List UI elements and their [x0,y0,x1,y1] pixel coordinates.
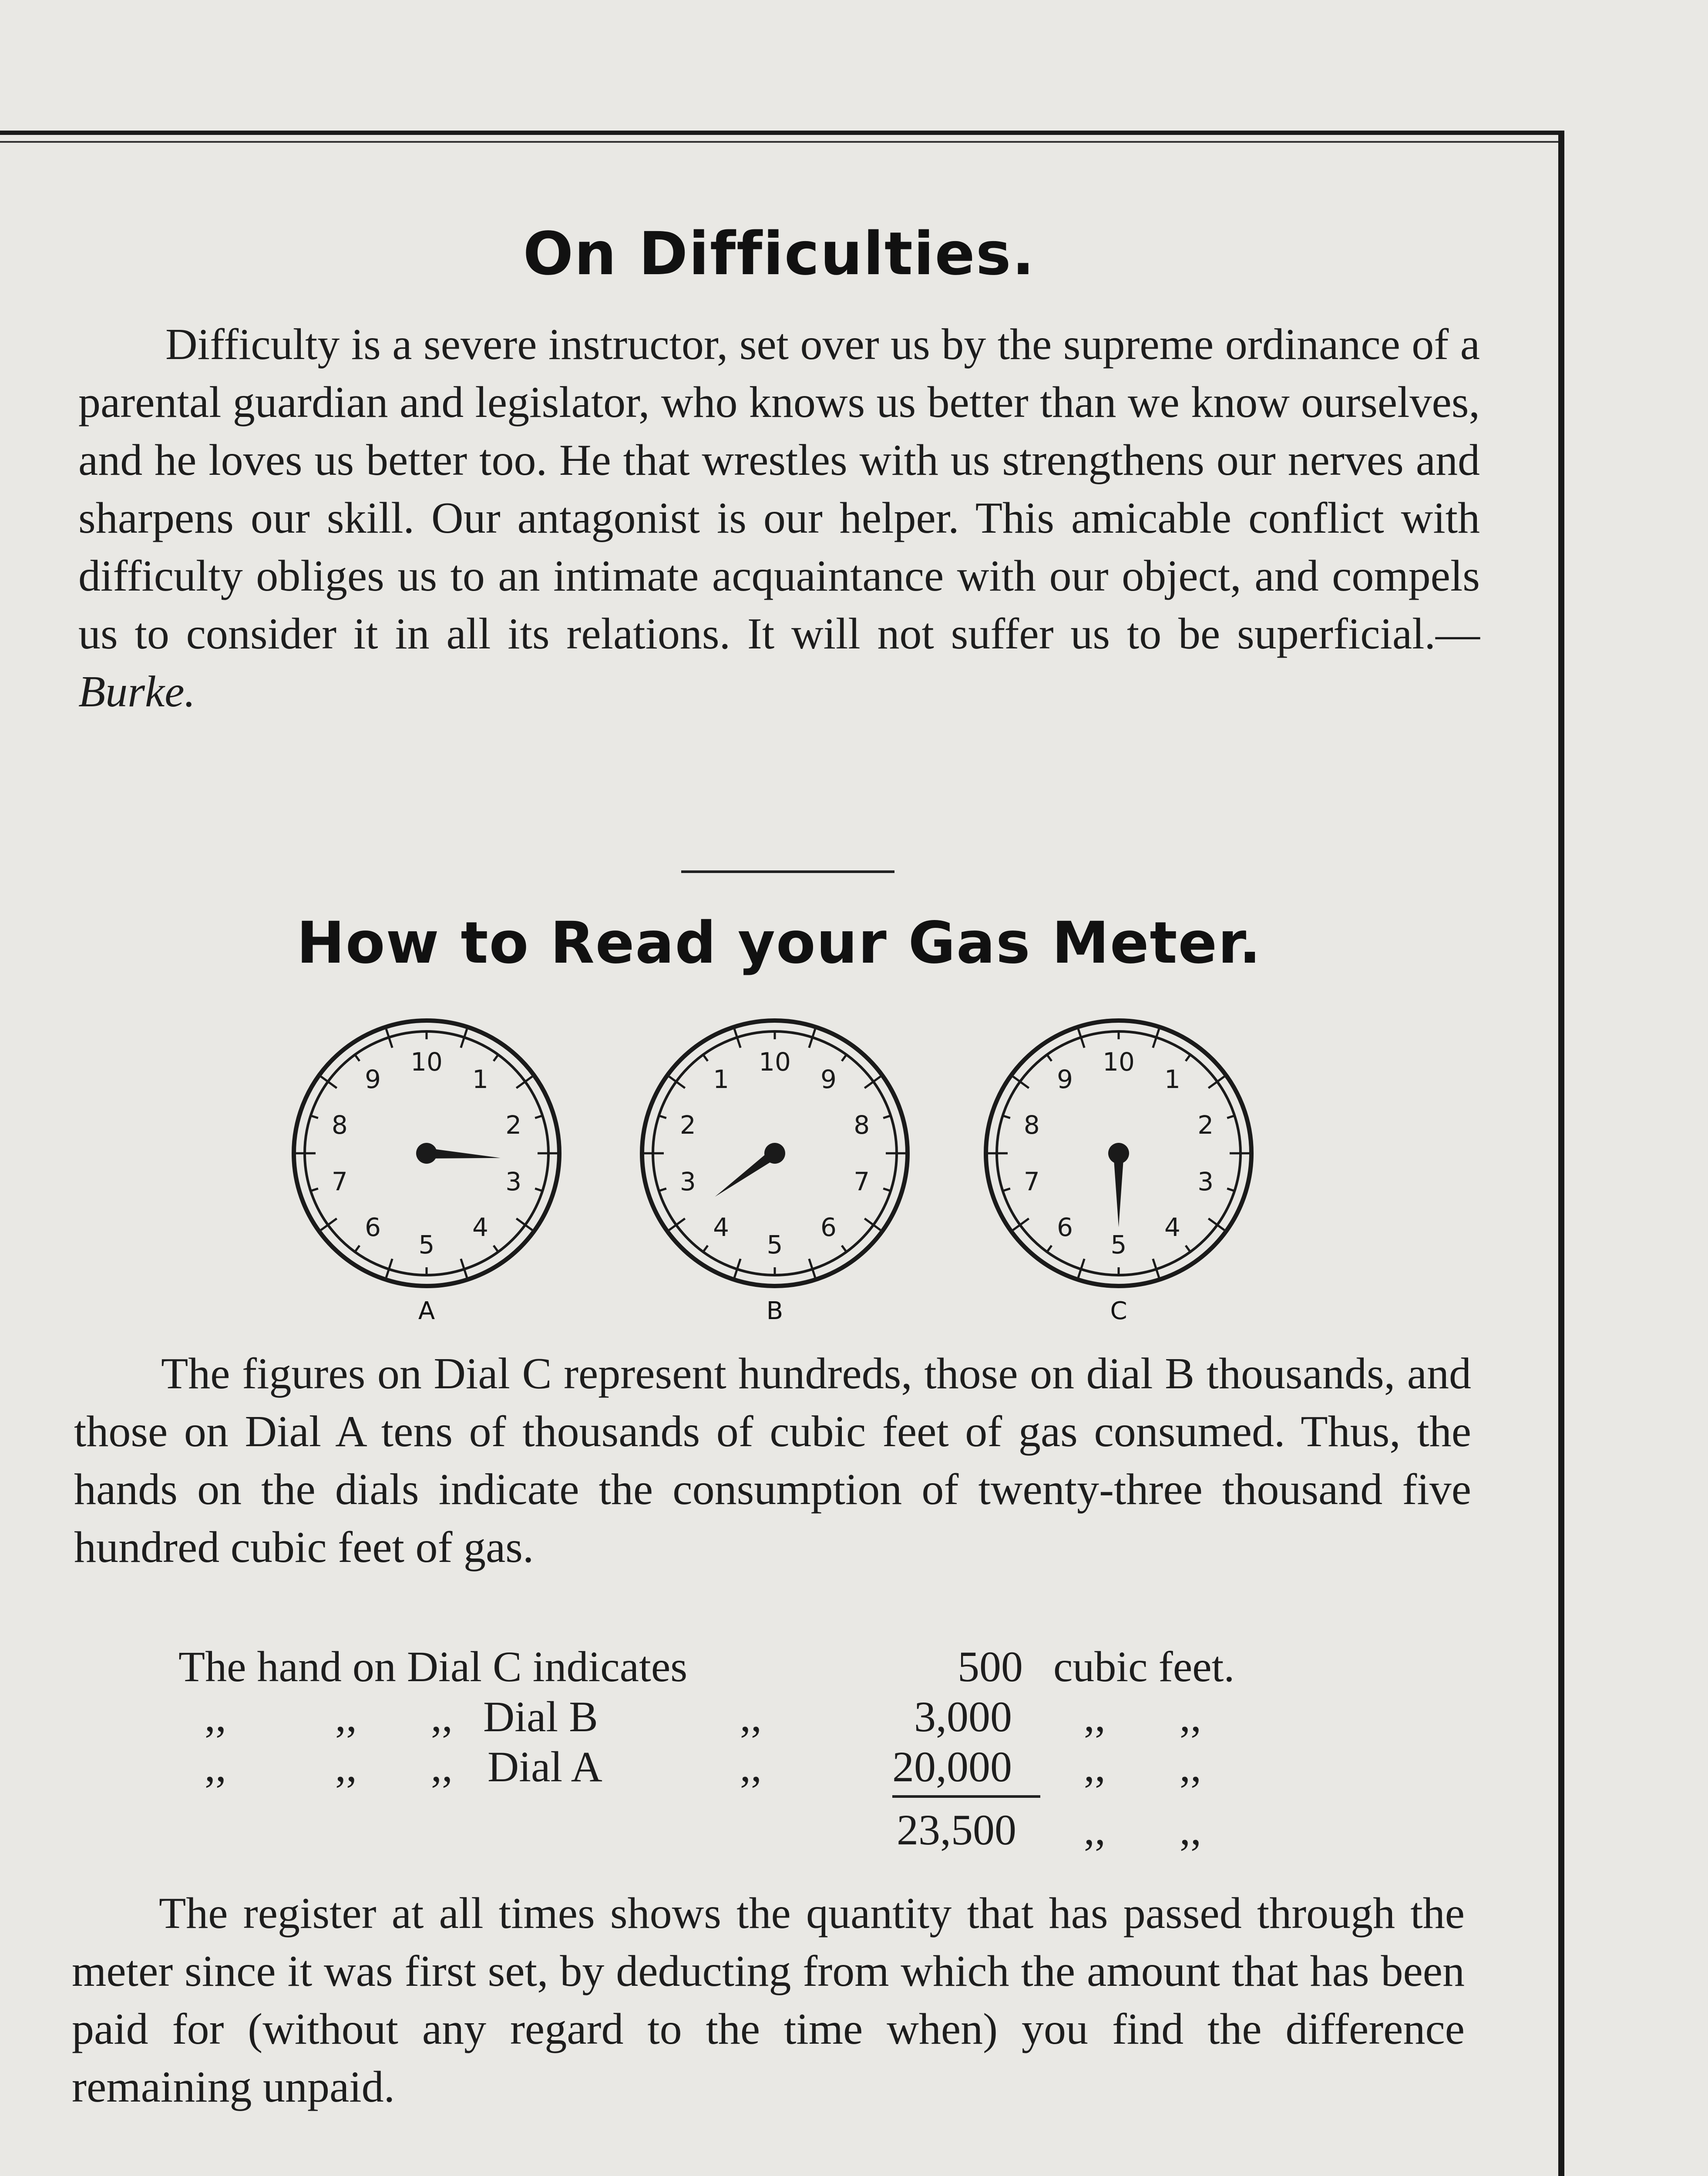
dial-number: 6 [1057,1212,1073,1242]
dial-number: 5 [418,1230,435,1259]
dial-tick [494,1246,499,1253]
dial-number: 2 [1197,1110,1214,1140]
gas-meter-dials [283,1010,1284,1340]
dial-hub [416,1143,437,1164]
dial-c-letter: C [1110,1297,1127,1325]
calc-row3-ditto: ,, [431,1743,453,1791]
dial-number: 8 [854,1110,870,1140]
dial-number: 2 [679,1110,696,1140]
dial-number: 9 [820,1064,837,1095]
dial-number: 3 [1197,1166,1214,1196]
dial-number: 5 [767,1230,783,1259]
dial-tick [842,1054,847,1061]
dial-tick [494,1054,499,1061]
dial-number: 7 [1023,1166,1040,1196]
dial-tick [354,1054,360,1061]
dial-b [631,1010,918,1340]
calc-total-ditto: ,, [1180,1806,1201,1854]
calc-row3-label: Dial A [488,1743,602,1791]
dial-number: 10 [1103,1047,1135,1077]
dial-number: 9 [1057,1064,1073,1095]
calc-row2-ditto: ,, [740,1692,762,1741]
dial-tick [1186,1246,1191,1253]
calc-row3-ditto: ,, [205,1743,226,1791]
dial-tick [703,1246,708,1253]
reading-calculation [178,1643,1310,1869]
dial-number: 4 [713,1212,730,1242]
calc-row3-ditto: ,, [740,1743,762,1791]
dial-number: 10 [759,1047,791,1077]
dial-number: 3 [505,1166,522,1196]
calc-row3-ditto: ,, [335,1743,357,1791]
dial-number: 1 [713,1064,730,1095]
dial-tick [1186,1054,1191,1061]
dial-number: 10 [410,1047,443,1077]
frame-top-rule [0,141,1558,143]
dial-number: 7 [854,1166,870,1196]
calc-total-ditto: ,, [1084,1806,1106,1854]
dial-c-face [975,1010,1262,1297]
dial-number: 8 [331,1110,348,1140]
dial-b-face [631,1010,918,1297]
dial-tick [1046,1054,1052,1061]
dial-number: 6 [820,1212,837,1242]
calc-row2-ditto: ,, [1180,1692,1201,1741]
calc-row3-ditto: ,, [1084,1743,1106,1791]
dial-number: 1 [1164,1064,1180,1095]
dial-number: 3 [679,1166,696,1196]
dial-a [283,1010,570,1340]
gas-meter-title: How to Read your Gas Meter. [296,910,1262,977]
dial-tick [842,1246,847,1253]
calc-row3-value: 20,000 [892,1743,1012,1791]
dial-number: 9 [365,1064,381,1095]
register-explanation: The register at all times shows the quantity that has passed through the meter since it was first set, by deducting from which the amount that has been paid for (without any regard to the time when) you find the difference remaining unpaid. [72,1889,1465,2112]
author-name: Burke. [78,667,196,716]
calc-row2-ditto: ,, [1084,1692,1106,1741]
calc-row1-label: The hand on Dial C indicates [178,1642,688,1691]
calc-row2-ditto: ,, [205,1692,226,1741]
sum-line [892,1795,1040,1798]
section-divider [681,870,894,873]
dial-explanation: The figures on Dial C represent hundreds, those on dial B thousands, and those on Dial A tens of thousands of cubic feet of gas consumed. Thus, the hands on the dials indicate the consumption of twenty-three thousand five hundred cubic feet of gas. [74,1349,1471,1572]
dial-number: 5 [1110,1230,1127,1259]
dial-tick [354,1246,360,1253]
dial-a-letter: A [418,1297,435,1325]
dial-number: 4 [472,1212,488,1242]
dial-hub [1108,1143,1129,1164]
dial-number: 8 [1023,1110,1040,1140]
dial-number: 7 [331,1166,348,1196]
dial-c [975,1010,1262,1340]
calc-row2-value: 3,000 [914,1692,1012,1741]
dial-a-face [283,1010,570,1297]
dial-tick [703,1054,708,1061]
dial-hub [764,1143,785,1164]
dial-number: 2 [505,1110,522,1140]
calc-row1-unit: cubic feet. [1053,1642,1235,1691]
calc-row2-ditto: ,, [431,1692,453,1741]
difficulties-title: On Difficulties. [523,220,1036,289]
dial-number: 1 [472,1064,488,1095]
dial-b-letter: B [766,1297,783,1325]
dial-tick [1046,1246,1052,1253]
calc-row1-value: 500 [958,1642,1023,1691]
dial-number: 4 [1164,1212,1180,1242]
dial-hand [426,1148,501,1163]
difficulties-paragraph [78,316,1480,721]
calc-row2-ditto: ,, [335,1692,357,1741]
calc-row2-label: Dial B [483,1692,598,1741]
difficulties-body: Difficulty is a severe instructor, set over us by the supreme ordinance of a parental guardian and legislator, who knows us better than we know ourselves, and he loves us better too. He that wrestles with us strengthens our nerves and sharpens our skill. Our antagonist is our helper. This amicable conflict with difficulty obliges us to an intimate acquaintance with our object, and compels us to consider it in all its relations. It will not suffer us to be superficial.— [78,320,1480,658]
calc-total-value: 23,500 [897,1806,1016,1854]
calc-row3-ditto: ,, [1180,1743,1201,1791]
dial-number: 6 [365,1212,381,1242]
dial-hand [1113,1153,1124,1227]
